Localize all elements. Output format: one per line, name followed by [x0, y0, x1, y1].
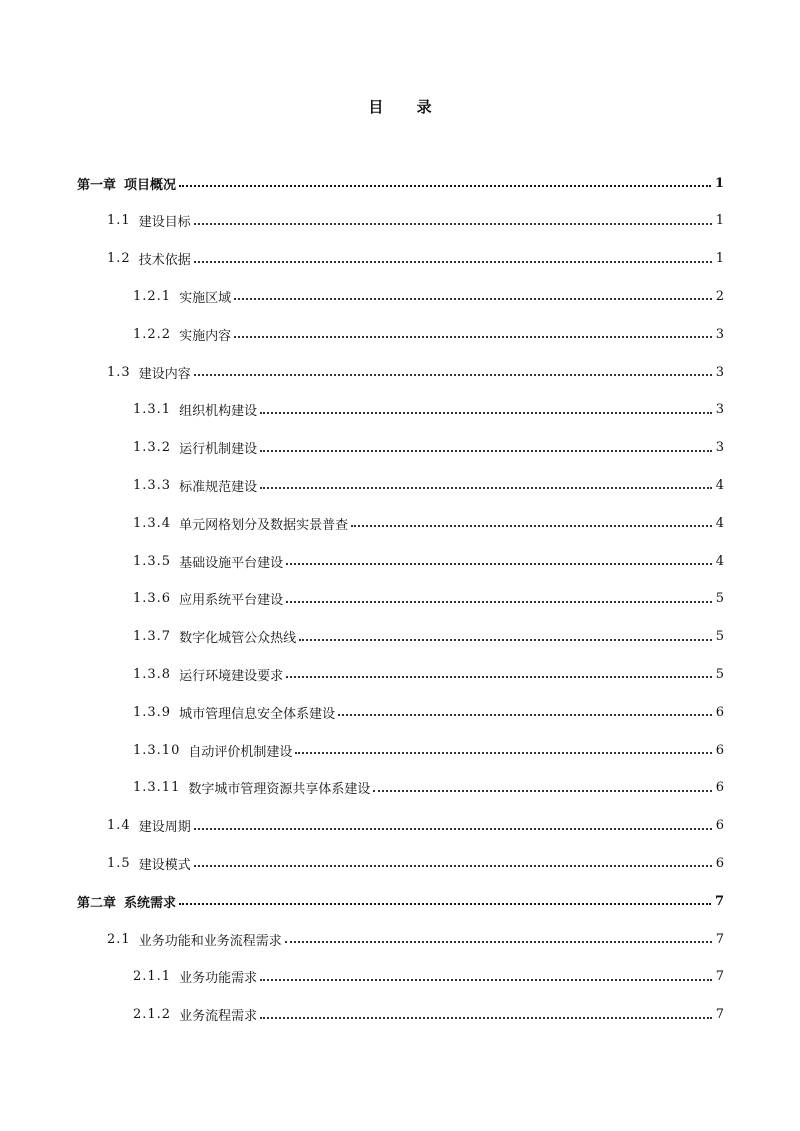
toc-entry-title: 业务流程需求 [179, 1009, 258, 1025]
toc-entry-number: 1.3.1 [133, 402, 172, 418]
toc-entry[interactable] [107, 927, 724, 951]
toc-entry-number: 1.3.4 [133, 515, 172, 531]
toc-entry-page-number: 6 [715, 855, 724, 871]
toc-entry[interactable] [107, 814, 724, 838]
toc-dot-leader [286, 601, 712, 603]
toc-entry-page-number: 1 [715, 251, 724, 267]
toc-entry-number: 1.3.9 [133, 704, 172, 720]
toc-entry-number: 1.2.1 [133, 288, 172, 304]
toc-entry-title: 自动评价机制建设 [188, 744, 293, 760]
toc-entry-page-number: 1 [714, 175, 724, 191]
toc-entry[interactable] [133, 738, 724, 762]
toc-dot-leader [260, 487, 712, 489]
toc-entry-page-number: 3 [715, 402, 724, 418]
toc-entry-title: 建设模式 [138, 857, 191, 873]
toc-entry-page-number: 4 [715, 477, 724, 493]
toc-entry-number: 1.3.3 [133, 477, 172, 493]
toc-entry-number: 1.3.7 [133, 629, 172, 645]
toc-entry-page-number: 7 [714, 893, 724, 909]
toc-entry-title: 业务功能需求 [179, 971, 258, 987]
toc-entry-page-number: 4 [715, 515, 724, 531]
toc-entry-page-number: 6 [715, 818, 724, 834]
toc-entry-title: 数字化城管公众热线 [179, 631, 297, 647]
toc-entry[interactable] [133, 436, 724, 460]
toc-entry-number: 1.3.8 [133, 666, 172, 682]
toc-entry[interactable] [107, 247, 724, 271]
toc-entry-title: 建设周期 [138, 820, 191, 836]
toc-entry-page-number: 4 [715, 553, 724, 569]
toc-entry-number: 1.4 [107, 818, 131, 834]
toc-entry-title: 数字城市管理资源共享体系建设 [188, 782, 371, 798]
toc-title: 目 录 [368, 98, 446, 116]
toc-entry[interactable] [77, 889, 724, 913]
toc-entry-title: 基础设施平台建设 [179, 555, 284, 571]
toc-dot-leader [286, 676, 712, 678]
toc-entry[interactable] [107, 851, 724, 875]
toc-entry-page-number: 7 [715, 1007, 724, 1023]
toc-entry[interactable] [133, 549, 724, 573]
toc-entry-title: 建设内容 [138, 366, 191, 382]
toc-entry[interactable] [133, 965, 724, 989]
toc-entry-page-number: 5 [715, 591, 724, 607]
toc-entry[interactable] [107, 209, 724, 233]
toc-dot-leader [351, 525, 712, 527]
toc-entry-page-number: 7 [715, 969, 724, 985]
toc-entry[interactable] [133, 662, 724, 686]
toc-entry-title: 实施区域 [179, 290, 232, 306]
toc-entry[interactable] [133, 700, 724, 724]
toc-entry-number: 1.2.2 [133, 326, 172, 342]
toc-dot-leader [260, 979, 712, 981]
toc-entry-number: 1.2 [107, 251, 131, 267]
toc-entry-title: 业务功能和业务流程需求 [138, 933, 282, 949]
toc-dot-leader [194, 374, 712, 376]
toc-entry-title: 建设目标 [138, 215, 191, 231]
toc-entry[interactable] [133, 398, 724, 422]
toc-entry-number: 1.3.2 [133, 440, 172, 456]
toc-entry[interactable] [77, 171, 724, 195]
toc-entry-title: 应用系统平台建设 [179, 593, 284, 609]
toc-entry[interactable] [133, 1003, 724, 1027]
toc-dot-leader [194, 261, 712, 263]
toc-entry-title: 标准规范建设 [179, 479, 258, 495]
toc-dot-leader [234, 336, 712, 338]
toc-entry-title: 单元网格划分及数据实景普查 [179, 517, 349, 533]
toc-dot-leader [234, 298, 712, 300]
toc-dot-leader [194, 223, 712, 225]
toc-dot-leader [194, 828, 712, 830]
toc-entry[interactable] [133, 776, 724, 800]
toc-entry-title: 运行机制建设 [179, 442, 258, 458]
toc-entry-title: 技术依据 [138, 253, 191, 269]
toc-entry-title: 系统需求 [124, 895, 177, 911]
toc-dot-leader [286, 563, 712, 565]
toc-dot-leader [260, 450, 712, 452]
toc-entry-number: 1.5 [107, 855, 131, 871]
toc-entry[interactable] [133, 473, 724, 497]
toc-entry-page-number: 6 [715, 742, 724, 758]
toc-dot-leader [179, 903, 711, 905]
toc-entry-number: 2.1 [107, 931, 131, 947]
toc-dot-leader [373, 790, 711, 792]
toc-entry-number: 1.3.10 [133, 742, 181, 758]
toc-dot-leader [260, 1017, 712, 1019]
toc-entry-page-number: 2 [715, 288, 724, 304]
toc-dot-leader [194, 865, 712, 867]
toc-entry[interactable] [133, 625, 724, 649]
toc-entry-page-number: 3 [715, 326, 724, 342]
toc-entry-number: 1.3.5 [133, 553, 172, 569]
toc-entry-number: 2.1.1 [133, 969, 172, 985]
toc-entry[interactable] [133, 284, 724, 308]
toc-entry-page-number: 6 [715, 780, 724, 796]
toc-entry-page-number: 3 [715, 364, 724, 380]
toc-entry-number: 1.1 [107, 213, 131, 229]
toc-entry-page-number: 7 [715, 931, 724, 947]
toc-entry-page-number: 1 [715, 213, 724, 229]
toc-dot-leader [299, 639, 712, 641]
toc-entry[interactable] [107, 360, 724, 384]
toc-dot-leader [338, 714, 712, 716]
toc-entry[interactable] [133, 587, 724, 611]
toc-entry-title: 组织机构建设 [179, 404, 258, 420]
toc-dot-leader [179, 185, 711, 187]
toc-entry[interactable] [133, 322, 724, 346]
toc-entry-number: 1.3 [107, 364, 131, 380]
toc-entry-number: 第一章 [77, 177, 117, 193]
toc-dot-leader [285, 941, 712, 943]
toc-entry-page-number: 5 [715, 629, 724, 645]
toc-entry-number: 第二章 [77, 895, 117, 911]
toc-entry-number: 1.3.11 [133, 780, 181, 796]
toc-entry-title: 运行环境建设要求 [179, 668, 284, 684]
toc-entry-page-number: 5 [715, 666, 724, 682]
toc-entry-page-number: 6 [715, 704, 724, 720]
toc-entry-number: 2.1.2 [133, 1007, 172, 1023]
toc-entry-title: 城市管理信息安全体系建设 [179, 706, 336, 722]
toc-entry-page-number: 3 [715, 440, 724, 456]
toc-dot-leader [295, 752, 711, 754]
toc-entry-title: 实施内容 [179, 328, 232, 344]
toc-dot-leader [260, 412, 712, 414]
toc-entry[interactable] [133, 511, 724, 535]
toc-entry-number: 1.3.6 [133, 591, 172, 607]
toc-entry-title: 项目概况 [124, 177, 177, 193]
